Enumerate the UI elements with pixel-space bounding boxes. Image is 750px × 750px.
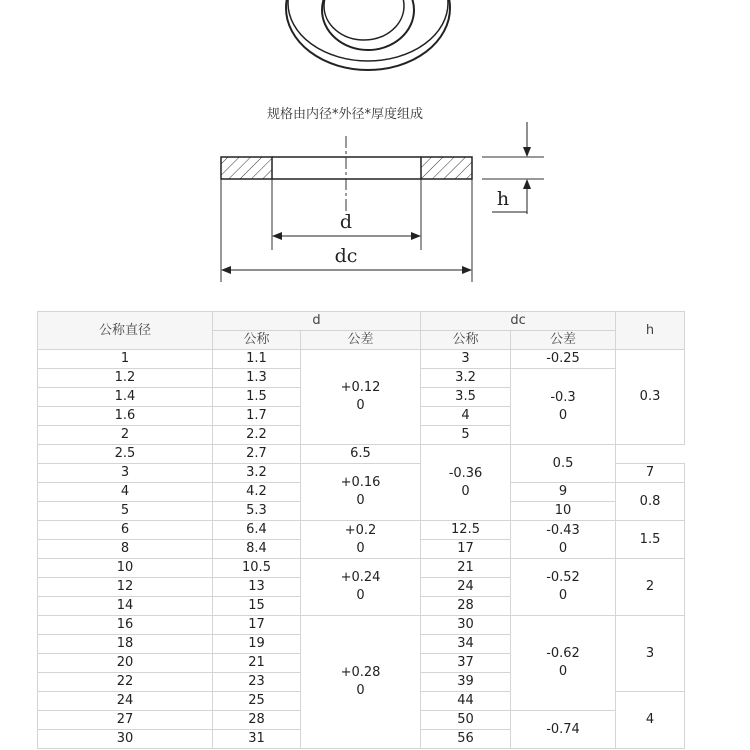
cell-d-tolerance-upper: +0.24 bbox=[340, 570, 381, 585]
cell-d-tolerance-lower: 0 bbox=[356, 683, 365, 698]
cell-dc-nominal: 17 bbox=[421, 540, 511, 559]
cell-d-nominal: 3.2 bbox=[213, 464, 301, 483]
cell-dc-tolerance-lower: 0 bbox=[558, 664, 568, 679]
cell-nominal: 10 bbox=[38, 559, 213, 578]
washer-3d-view bbox=[286, 0, 450, 70]
cell-dc-nominal: 28 bbox=[421, 597, 511, 616]
header-d-tol: 公差 bbox=[301, 331, 421, 350]
cell-nominal: 27 bbox=[38, 711, 213, 730]
cell-d-nominal: 1.1 bbox=[213, 350, 301, 369]
cell-dc-nominal: 44 bbox=[421, 692, 511, 711]
cell-dc-nominal: 10 bbox=[511, 502, 616, 521]
cell-d-nominal: 5.3 bbox=[213, 502, 301, 521]
cell-d-tolerance bbox=[301, 521, 421, 559]
cell-nominal: 14 bbox=[38, 597, 213, 616]
header-nominal: 公称直径 bbox=[38, 312, 213, 350]
cell-dc-tolerance-upper: -0.52 bbox=[546, 570, 580, 585]
cell-nominal: 5 bbox=[38, 502, 213, 521]
cell-dc-nominal: 21 bbox=[421, 559, 511, 578]
cell-nominal: 6 bbox=[38, 521, 213, 540]
cell-dc-nominal: 3 bbox=[421, 350, 511, 369]
cell-d-nominal: 2.2 bbox=[213, 426, 301, 445]
cell-d-nominal: 23 bbox=[213, 673, 301, 692]
cell-dc-nominal: 24 bbox=[421, 578, 511, 597]
cell-dc-nominal: 56 bbox=[421, 730, 511, 749]
cell-d-tolerance-lower: 0 bbox=[356, 540, 365, 556]
cell-h: 0.5 bbox=[511, 445, 616, 483]
cell-nominal: 22 bbox=[38, 673, 213, 692]
label-h: h bbox=[496, 188, 510, 210]
cell-nominal: 2.5 bbox=[38, 445, 213, 464]
cell-dc-nominal: 3.2 bbox=[421, 369, 511, 388]
header-dc-nominal: 公称 bbox=[421, 331, 511, 350]
cell-dc-tolerance bbox=[511, 521, 616, 559]
cell-d-nominal: 8.4 bbox=[213, 540, 301, 559]
cell-d-tolerance-upper: +0.28 bbox=[340, 665, 381, 680]
cell-dc-tolerance-upper: -0.3 bbox=[550, 389, 576, 405]
washer-drawing bbox=[0, 0, 750, 310]
cell-nominal: 1 bbox=[38, 350, 213, 369]
cell-dc-nominal: 9 bbox=[511, 483, 616, 502]
cell-d-tolerance bbox=[301, 616, 421, 749]
cell-d-tolerance bbox=[301, 350, 421, 445]
cell-d-nominal: 31 bbox=[213, 730, 301, 749]
cell-dc-nominal: 3.5 bbox=[421, 388, 511, 407]
spec-table-body bbox=[38, 350, 685, 749]
cell-d-tolerance-upper: +0.16 bbox=[340, 475, 381, 490]
cell-dc-nominal: 39 bbox=[421, 673, 511, 692]
cell-d-nominal: 1.3 bbox=[213, 369, 301, 388]
washer-cross-section bbox=[221, 136, 472, 215]
cell-dc-nominal: 4 bbox=[421, 407, 511, 426]
cell-dc-nominal: 12.5 bbox=[421, 521, 511, 540]
cell-h: 1.5 bbox=[616, 521, 685, 559]
cell-d-nominal: 2.7 bbox=[213, 445, 301, 464]
cell-dc-nominal: 6.5 bbox=[301, 445, 421, 464]
cell-nominal: 16 bbox=[38, 616, 213, 635]
cell-d-tolerance-upper: +0.2 bbox=[344, 522, 377, 538]
cell-nominal: 1.4 bbox=[38, 388, 213, 407]
cell-d-tolerance-lower: 0 bbox=[356, 493, 365, 508]
cell-d-nominal: 13 bbox=[213, 578, 301, 597]
cell-dc-tolerance bbox=[511, 350, 616, 369]
header-dc: dc bbox=[421, 312, 616, 331]
cell-d-nominal: 1.5 bbox=[213, 388, 301, 407]
cell-d-tolerance-lower: 0 bbox=[356, 588, 365, 603]
spec-table bbox=[37, 311, 685, 749]
label-d: d bbox=[339, 211, 353, 233]
cell-dc-tolerance bbox=[511, 711, 616, 749]
cell-dc-tolerance-upper: -0.62 bbox=[546, 646, 580, 661]
cell-nominal: 12 bbox=[38, 578, 213, 597]
cell-h: 4 bbox=[616, 692, 685, 749]
cell-dc-nominal: 5 bbox=[421, 426, 511, 445]
cell-d-tolerance-lower: 0 bbox=[356, 398, 365, 413]
cell-dc-tolerance-upper: -0.74 bbox=[546, 721, 580, 737]
cell-dc-nominal: 50 bbox=[421, 711, 511, 730]
cell-d-nominal: 1.7 bbox=[213, 407, 301, 426]
label-dc: dc bbox=[334, 245, 358, 267]
cell-dc-nominal: 30 bbox=[421, 616, 511, 635]
cell-d-nominal: 21 bbox=[213, 654, 301, 673]
cell-dc-tolerance-lower: 0 bbox=[461, 483, 470, 499]
header-dc-tol: 公差 bbox=[511, 331, 616, 350]
cell-d-nominal: 17 bbox=[213, 616, 301, 635]
cell-dc-nominal: 37 bbox=[421, 654, 511, 673]
cell-d-nominal: 6.4 bbox=[213, 521, 301, 540]
cell-dc-nominal: 7 bbox=[616, 464, 685, 483]
table-row bbox=[38, 350, 685, 369]
cell-dc-tolerance bbox=[421, 445, 511, 521]
cell-dc-tolerance-lower: 0 bbox=[558, 540, 568, 556]
cell-h: 0.3 bbox=[616, 350, 685, 445]
cell-d-nominal: 25 bbox=[213, 692, 301, 711]
cell-nominal: 8 bbox=[38, 540, 213, 559]
cell-dc-tolerance bbox=[511, 559, 616, 616]
cell-dc-tolerance-lower: 0 bbox=[558, 407, 568, 423]
cell-dc-nominal: 34 bbox=[421, 635, 511, 654]
cell-d-tolerance bbox=[301, 464, 421, 521]
cell-nominal: 3 bbox=[38, 464, 213, 483]
table-row bbox=[38, 445, 685, 464]
cell-nominal: 18 bbox=[38, 635, 213, 654]
cell-nominal: 24 bbox=[38, 692, 213, 711]
spec-caption: 规格由内径*外径*厚度组成 bbox=[266, 107, 423, 122]
cell-h: 0.8 bbox=[616, 483, 685, 521]
cell-nominal: 4 bbox=[38, 483, 213, 502]
cell-d-nominal: 10.5 bbox=[213, 559, 301, 578]
cell-h: 3 bbox=[616, 616, 685, 692]
cell-d-nominal: 15 bbox=[213, 597, 301, 616]
cell-nominal: 20 bbox=[38, 654, 213, 673]
table-row bbox=[38, 559, 685, 578]
cell-dc-tolerance-upper: -0.25 bbox=[546, 351, 580, 366]
cell-nominal: 1.6 bbox=[38, 407, 213, 426]
header-d-nominal: 公称 bbox=[213, 331, 301, 350]
cell-d-nominal: 19 bbox=[213, 635, 301, 654]
cell-h: 2 bbox=[616, 559, 685, 616]
cell-dc-tolerance-lower: 0 bbox=[558, 588, 568, 603]
cell-dc-tolerance-upper: -0.43 bbox=[546, 522, 580, 538]
table-row bbox=[38, 616, 685, 635]
header-d: d bbox=[213, 312, 421, 331]
cell-d-tolerance-upper: +0.12 bbox=[340, 380, 381, 395]
cell-nominal: 1.2 bbox=[38, 369, 213, 388]
cell-d-tolerance bbox=[301, 559, 421, 616]
cell-nominal: 30 bbox=[38, 730, 213, 749]
cell-dc-tolerance bbox=[511, 616, 616, 711]
cell-dc-tolerance-upper: -0.36 bbox=[448, 465, 483, 481]
cell-nominal: 2 bbox=[38, 426, 213, 445]
table-row bbox=[38, 521, 685, 540]
cell-d-nominal: 28 bbox=[213, 711, 301, 730]
cell-dc-tolerance bbox=[511, 369, 616, 445]
cell-d-nominal: 4.2 bbox=[213, 483, 301, 502]
header-h: h bbox=[616, 312, 685, 350]
